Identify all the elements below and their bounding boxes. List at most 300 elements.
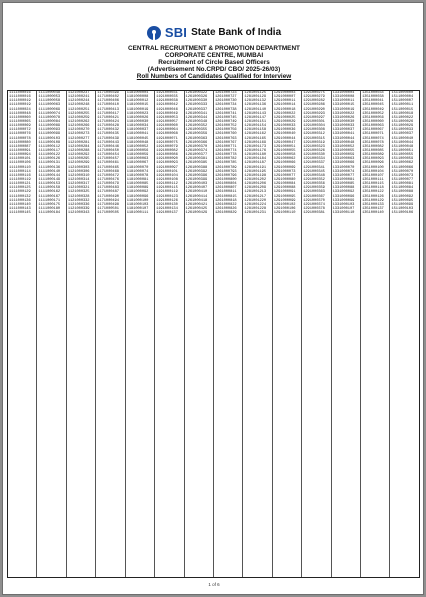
roll-number-cell: 1261000760 [214, 132, 237, 137]
roll-number-cell: 1331000008 [332, 95, 355, 100]
roll-number-cell: 1261000429 [185, 211, 208, 216]
roll-number-cell: 1191000108 [156, 177, 178, 182]
department-heading: CENTRAL RECRUITMENT & PROMOTION DEPARTMENT [128, 45, 300, 52]
roll-number-cell: 1181000023 [126, 111, 149, 116]
sbi-logo-icon [147, 26, 161, 40]
roll-number-cell: 1511000000 [391, 91, 414, 95]
roll-number-cell: 1331000055 [332, 148, 355, 153]
roll-number-cell: 1111000158 [38, 186, 61, 191]
roll-number-cell: 1111000074 [38, 111, 61, 116]
roll-number-cell: 1191000060 [156, 124, 178, 129]
roll-number-cell: 1191000130 [156, 202, 178, 207]
roll-number-cell: 1181000034 [126, 124, 149, 129]
roll-number-cell: 1261000771 [214, 144, 237, 149]
roll-number-cell: 1261000829 [214, 211, 237, 216]
roll-number-cell: 1191000046 [156, 107, 178, 112]
roll-number-cell: 1261000374 [185, 148, 208, 153]
roll-number-cell: 1261000826 [214, 206, 237, 211]
roll-number-cell: 1331000022 [332, 111, 355, 116]
roll-number-cell: 1261000807 [214, 186, 237, 191]
roll-number-cell: 1111000129 [9, 190, 31, 195]
roll-number-cell: 1511000055 [391, 153, 414, 158]
roll-number-cell: 1281001136 [244, 103, 267, 108]
roll-number-cell: 1261000381 [185, 157, 208, 162]
roll-number-cell: 1261000392 [185, 169, 208, 174]
roll-number-cell: 1511000059 [391, 157, 414, 162]
roll-number-cell: 1261000730 [214, 99, 237, 104]
roll-number-cell: 1261000377 [185, 153, 208, 158]
roll-number-cell: 1191000086 [156, 153, 178, 158]
roll-number-cell: 1281001198 [244, 173, 267, 178]
roll-number-cell: 1511000070 [391, 169, 414, 174]
roll-number-cell: 1121000310 [67, 173, 90, 178]
roll-number-cell: 1291000363 [303, 190, 325, 195]
roll-number-cell: 1261000337 [185, 107, 208, 112]
roll-number-cell: 1291000018 [273, 107, 296, 112]
roll-number-cell: 1261000818 [214, 198, 237, 203]
roll-number-cell: 1181000004 [126, 91, 149, 95]
roll-number-cell: 1511000066 [391, 165, 414, 170]
roll-number-cell: 1331000033 [332, 124, 355, 129]
roll-number-cell: 1171000406 [97, 99, 119, 104]
roll-number-cell: 1351000034 [362, 91, 384, 95]
roll-number-cell: 1181000067 [126, 161, 149, 166]
roll-number-cell: 1171000417 [97, 111, 119, 116]
roll-number-column [8, 91, 37, 577]
roll-number-cell: 1111000076 [9, 132, 31, 137]
roll-number-cell: 1511000040 [391, 136, 414, 141]
roll-number-cell: 1121000266 [67, 124, 90, 129]
roll-number-cell: 1291000319 [303, 140, 325, 145]
roll-number-cell: 1261000330 [185, 99, 208, 104]
roll-number-cell: 1261000341 [185, 111, 208, 116]
roll-number-cell: 1331000092 [332, 190, 355, 195]
roll-number-cell: 1291000352 [303, 177, 325, 182]
roll-number-cell: 1181000096 [126, 194, 149, 199]
roll-number-cell: 1291000011 [273, 99, 296, 104]
roll-number-cell: 1291000047 [273, 140, 296, 145]
roll-number-cell: 1291000370 [303, 198, 325, 203]
roll-number-cell: 1281001143 [244, 111, 267, 116]
roll-number-cell: 1511000051 [391, 148, 414, 153]
list-title: Roll Numbers of Candidates Qualified for Interview [136, 73, 292, 80]
roll-number-cell: 1121000292 [67, 153, 90, 158]
roll-number-cell: 1181000045 [126, 136, 149, 141]
roll-number-cell: 1261000745 [214, 115, 237, 120]
roll-number-cell: 1291000304 [303, 124, 325, 129]
roll-number-cell: 1261000793 [214, 169, 237, 174]
roll-number-cell: 1511000081 [391, 182, 414, 187]
roll-number-cell: 1111000065 [9, 119, 31, 124]
roll-number-cell: 1171000468 [97, 169, 119, 174]
roll-number-cell: 1291000286 [303, 103, 325, 108]
roll-number-cell: 1191000112 [156, 182, 178, 187]
roll-number-cell: 1511000073 [391, 173, 414, 178]
roll-number-cell: 1351000104 [362, 169, 384, 174]
roll-number-cell: 1121000262 [67, 119, 90, 124]
roll-number-cell: 1111000112 [38, 144, 61, 149]
roll-number-cell: 1261000804 [214, 182, 237, 187]
roll-number-cell: 1281001220 [244, 198, 267, 203]
roll-number-cell: 1331000081 [332, 177, 355, 182]
roll-number-cell: 1291000066 [273, 161, 296, 166]
roll-number-cell: 1111000143 [9, 206, 31, 211]
roll-number-cell: 1111000099 [38, 132, 61, 137]
roll-number-cell: 1181000070 [126, 165, 149, 170]
roll-number-cell: 1191000104 [156, 173, 178, 178]
roll-number-cell: 1281001209 [244, 186, 267, 191]
roll-number-cell: 1191000031 [156, 91, 178, 95]
roll-number-cell: 1191000090 [156, 157, 178, 162]
roll-number-cell: 1291000337 [303, 161, 325, 166]
roll-number-cell: 1291000312 [303, 132, 325, 137]
roll-number-cell: 1511000011 [391, 103, 414, 108]
roll-number-cell: 1281001184 [244, 157, 267, 162]
roll-number-cell: 1121000343 [67, 211, 90, 216]
roll-number-cell: 1511000007 [391, 99, 414, 104]
roll-number-cell: 1181000026 [126, 115, 149, 120]
roll-number-cell: 1351000045 [362, 103, 384, 108]
roll-number-cell: 1511000029 [391, 124, 414, 129]
roll-number-cell: 1191000093 [156, 161, 178, 166]
roll-number-cell: 1351000074 [362, 136, 384, 141]
roll-number-cell: 1121000244 [67, 99, 90, 104]
roll-number-cell: 1511000106 [391, 211, 414, 216]
roll-number-cell: 1261000418 [185, 198, 208, 203]
roll-number-cell: 1111000019 [9, 103, 31, 108]
roll-number-cell: 1191000035 [156, 95, 178, 100]
roll-number-cell: 1191000137 [156, 211, 178, 216]
roll-number-cell: 1291000290 [303, 107, 325, 112]
roll-number-cell: 1111000087 [9, 144, 31, 149]
roll-number-cell: 1291000091 [273, 190, 296, 195]
roll-number-cell: 1291000374 [303, 202, 325, 207]
roll-number-cell: 1111000101 [9, 157, 31, 162]
roll-number-cell: 1181000063 [126, 157, 149, 162]
roll-number-cell: 1291000330 [303, 153, 325, 158]
roll-number-cell: 1181000111 [126, 211, 149, 216]
roll-number-cell: 1121000248 [67, 103, 90, 108]
roll-number-cell: 1351000063 [362, 124, 384, 129]
roll-number-cell: 1111000110 [9, 165, 31, 170]
roll-number-cell: 1191000115 [156, 186, 178, 191]
roll-number-cell: 1281001125 [244, 91, 267, 95]
roll-number-cell: 1181000059 [126, 153, 149, 158]
roll-number-cell: 1351000089 [362, 153, 384, 158]
roll-number-cell: 1351000122 [362, 190, 384, 195]
roll-number-cell: 1291000381 [303, 211, 325, 216]
roll-number-cell: 1191000123 [156, 194, 178, 199]
roll-number-cell: 1351000085 [362, 148, 384, 153]
roll-number-cell: 1291000102 [273, 202, 296, 207]
roll-number-cell: 1511000033 [391, 128, 414, 133]
roll-number-cell: 1261000749 [214, 119, 237, 124]
roll-number-cell: 1331000059 [332, 153, 355, 158]
roll-number-cell: 1111000140 [38, 169, 61, 174]
roll-number-cell: 1111000136 [38, 165, 61, 170]
roll-number-cell: 1111000094 [9, 153, 31, 158]
roll-number-cell: 1331000015 [332, 103, 355, 108]
document-page [2, 2, 424, 595]
roll-number-cell: 1261000333 [185, 103, 208, 108]
roll-number-cell: 1291000367 [303, 194, 325, 199]
roll-number-cell: 1261000403 [185, 182, 208, 187]
roll-number-cell: 1261000723 [214, 91, 237, 95]
roll-number-cell: 1191000097 [156, 165, 178, 170]
roll-number-cell: 1181000100 [126, 198, 149, 203]
roll-number-cell: 1111000019 [9, 99, 31, 104]
roll-number-cell: 1291000084 [273, 182, 296, 187]
roll-number-cell: 1291000301 [303, 119, 325, 124]
roll-number-cell: 1291000077 [273, 173, 296, 178]
roll-number-cell: 1191000101 [156, 169, 178, 174]
roll-number-cell: 1281001132 [244, 99, 267, 104]
roll-number-cell: 1121000321 [67, 186, 90, 191]
roll-number-cell: 1171000472 [97, 173, 119, 178]
roll-number-cell: 1281001147 [244, 115, 267, 120]
roll-number-cell: 1111000016 [9, 91, 31, 95]
roll-number-cell: 1261000782 [214, 157, 237, 162]
roll-number-cell: 1181000074 [126, 169, 149, 174]
roll-number-cell: 1121000336 [67, 202, 90, 207]
roll-number-cell: 1111000180 [38, 206, 61, 211]
roll-number-cell: 1181000092 [126, 190, 149, 195]
roll-number-cell: 1291000003 [273, 91, 296, 95]
roll-number-cell: 1261000363 [185, 136, 208, 141]
roll-number-cell: 1261000741 [214, 111, 237, 116]
roll-number-cell: 1121000284 [67, 144, 90, 149]
roll-number-cell: 1261000344 [185, 115, 208, 120]
roll-number-cell: 1191000057 [156, 119, 178, 124]
roll-number-column [361, 91, 390, 577]
roll-number-cell: 1111000132 [9, 194, 31, 199]
roll-number-cell: 1291000297 [303, 115, 325, 120]
roll-number-cell: 1121000277 [67, 136, 90, 141]
bank-name: State Bank of India [191, 27, 282, 38]
roll-number-cell: 1351000049 [362, 107, 384, 112]
roll-number-cell: 1511000037 [391, 132, 414, 137]
roll-number-cell: 1511000015 [391, 107, 414, 112]
roll-number-cell: 1331000107 [332, 206, 355, 211]
roll-number-cell: 1351000137 [362, 206, 384, 211]
roll-number-cell: 1511000077 [391, 177, 414, 182]
page-number: 1 of 6 [208, 582, 220, 587]
roll-number-cell: 1111000125 [9, 186, 31, 191]
roll-number-cell: 1261000767 [214, 140, 237, 145]
roll-number-cell: 1331000077 [332, 173, 355, 178]
roll-number-cell: 1121000299 [67, 161, 90, 166]
roll-number-cell: 1281001231 [244, 211, 267, 216]
roll-number-cell: 1261000352 [185, 124, 208, 129]
roll-number-cell: 1181000041 [126, 132, 149, 137]
roll-number-cell: 1111000024 [9, 107, 31, 112]
roll-number-cell: 1181000081 [126, 177, 149, 182]
roll-number-cell: 1291000282 [303, 99, 325, 104]
roll-number-cell: 1171000501 [97, 206, 119, 211]
roll-number-cell: 1111000091 [9, 148, 31, 153]
roll-number-cell: 1261000822 [214, 202, 237, 207]
roll-number-cell: 1171000399 [97, 91, 119, 95]
roll-number-cell: 1351000056 [362, 115, 384, 120]
roll-number-cell: 1291000099 [273, 198, 296, 203]
roll-number-cell: 1261000811 [214, 190, 237, 195]
roll-number-column [126, 91, 155, 577]
roll-number-cell: 1111000093 [38, 128, 61, 133]
roll-number-cell: 1261000355 [185, 128, 208, 133]
roll-number-cell: 1331000037 [332, 128, 355, 133]
roll-number-cell: 1351000126 [362, 194, 384, 199]
roll-number-cell: 1121000270 [67, 128, 90, 133]
roll-number-cell: 1351000096 [362, 161, 384, 166]
roll-number-cell: 1291000069 [273, 165, 296, 170]
roll-number-cell: 1281001195 [244, 169, 267, 174]
roll-number-cell: 1291000323 [303, 144, 325, 149]
roll-number-cell: 1191000126 [156, 198, 178, 203]
roll-number-cell: 1261000326 [185, 95, 208, 100]
roll-number-cell: 1261000734 [214, 103, 237, 108]
roll-number-cell: 1291000348 [303, 173, 325, 178]
roll-number-cell: 1111000060 [9, 115, 31, 120]
roll-number-column [302, 91, 331, 577]
roll-number-cell: 1291000040 [273, 132, 296, 137]
roll-number-cell: 1171000443 [97, 140, 119, 145]
roll-number-cell: 1511000092 [391, 194, 414, 199]
roll-number-cell: 1171000432 [97, 128, 119, 133]
roll-number-cell: 1291000359 [303, 186, 325, 191]
roll-number-cell: 1281001162 [244, 132, 267, 137]
roll-number-cell: 1261000421 [185, 202, 208, 207]
roll-number-cell: 1351000118 [362, 186, 384, 191]
roll-number-cell: 1171000505 [97, 211, 119, 216]
roll-number-cell: 1111000171 [38, 198, 61, 203]
roll-number-cell: 1281001140 [244, 107, 267, 112]
roll-number-cell: 1291000033 [273, 124, 296, 129]
roll-number-cell: 1171000424 [97, 119, 119, 124]
roll-number-cell: 1121000259 [67, 115, 90, 120]
roll-number-cell: 1111000080 [9, 140, 31, 145]
roll-number-cell: 1291000095 [273, 194, 296, 199]
roll-number-cell: 1261000756 [214, 128, 237, 133]
roll-number-cell: 1191000079 [156, 144, 178, 149]
roll-number-cell: 1331000048 [332, 140, 355, 145]
roll-number-cell: 1111000084 [38, 119, 61, 124]
roll-number-cell: 1261000778 [214, 153, 237, 158]
roll-number-cell: 1281001129 [244, 95, 267, 100]
roll-number-cell: 1171000479 [97, 182, 119, 187]
roll-number-cell: 1171000435 [97, 132, 119, 137]
roll-number-cell: 1171000457 [97, 157, 119, 162]
roll-number-cell: 1121000251 [67, 107, 90, 112]
roll-number-cell: 1331000103 [332, 202, 355, 207]
roll-number-cell: 1281001180 [244, 153, 267, 158]
roll-number-cell: 1291000326 [303, 148, 325, 153]
roll-number-cell: 1171000402 [97, 95, 119, 100]
roll-number-cell: 1261000359 [185, 132, 208, 137]
roll-number-cell: 1261000407 [185, 186, 208, 191]
roll-number-cell: 1261000789 [214, 165, 237, 170]
roll-number-cell: 1111000063 [38, 103, 61, 108]
roll-number-cell: 1181000056 [126, 148, 149, 153]
roll-number-cell: 1171000428 [97, 124, 119, 129]
roll-number-cell: 1511000026 [391, 119, 414, 124]
advertisement-heading: (Advertisement No.CRPD/ CBO/ 2025-26/03) [147, 66, 281, 73]
roll-number-cell: 1331000030 [332, 119, 355, 124]
roll-number-cell: 1121000332 [67, 198, 90, 203]
roll-number-cell: 1261000348 [185, 119, 208, 124]
roll-number-cell: 1181000030 [126, 119, 149, 124]
roll-number-cell: 1171000446 [97, 144, 119, 149]
roll-number-cell: 1111000116 [9, 173, 31, 178]
roll-number-cell: 1171000494 [97, 198, 119, 203]
roll-number-cell: 1331000019 [332, 107, 355, 112]
roll-number-cell: 1281001176 [244, 148, 267, 153]
roll-number-cell: 1291000088 [273, 186, 296, 191]
roll-number-cell: 1331000088 [332, 186, 355, 191]
roll-number-cell: 1281001191 [244, 165, 267, 170]
roll-number-cell: 1171000421 [97, 115, 119, 120]
roll-number-cell: 1291000007 [273, 95, 296, 100]
roll-number-cell: 1111000144 [38, 173, 61, 178]
roll-number-cell: 1181000103 [126, 202, 149, 207]
roll-number-cell: 1281001217 [244, 194, 267, 199]
roll-number-column [37, 91, 66, 577]
roll-number-cell: 1111000048 [38, 91, 61, 95]
roll-number-cell: 1511000004 [391, 95, 414, 100]
roll-number-cell: 1351000133 [362, 202, 384, 207]
roll-number-cell: 1261000738 [214, 107, 237, 112]
roll-number-cell: 1111000140 [9, 202, 31, 207]
roll-number-cell: 1351000115 [362, 182, 384, 187]
roll-number-cell: 1281001228 [244, 206, 267, 211]
roll-number-cell: 1111000126 [38, 157, 61, 162]
roll-number-cell: 1111000122 [38, 153, 61, 158]
roll-number-cell: 1111000167 [38, 194, 61, 199]
roll-number-cell: 1351000041 [362, 99, 384, 104]
roll-number-cell: 1191000064 [156, 128, 178, 133]
roll-number-cell: 1351000093 [362, 157, 384, 162]
roll-number-cell: 1171000439 [97, 136, 119, 141]
roll-number-cell: 1261000396 [185, 173, 208, 178]
roll-number-cell: 1291000036 [273, 128, 296, 133]
roll-number-cell: 1331000011 [332, 99, 355, 104]
roll-number-cell: 1281001151 [244, 119, 267, 124]
roll-number-cell: 1181000052 [126, 144, 149, 149]
roll-number-cell: 1511000088 [391, 190, 414, 195]
roll-number-cell: 1121000339 [67, 206, 90, 211]
roll-number-cell: 1191000049 [156, 111, 178, 116]
roll-number-cell: 1261000322 [185, 91, 208, 95]
roll-number-cell: 1331000096 [332, 194, 355, 199]
logo-text: SBI [164, 25, 188, 40]
roll-number-cell: 1291000044 [273, 136, 296, 141]
roll-number-column [155, 91, 184, 577]
roll-number-cell: 1181000015 [126, 103, 149, 108]
roll-number-cell: 1121000237 [67, 91, 90, 95]
roll-number-cell: 1351000111 [362, 177, 384, 182]
roll-number-cell: 1121000241 [67, 95, 90, 100]
roll-number-cell: 1121000295 [67, 157, 90, 162]
roll-number-cell: 1111000106 [9, 161, 31, 166]
roll-number-cell: 1121000317 [67, 182, 90, 187]
roll-number-cell: 1291000073 [273, 169, 296, 174]
roll-number-cell: 1191000082 [156, 148, 178, 153]
roll-number-cell: 1511000022 [391, 115, 414, 120]
roll-number-cell: 1181000037 [126, 128, 149, 133]
roll-number-cell: 1281001206 [244, 182, 267, 187]
roll-number-cell: 1351000060 [362, 119, 384, 124]
roll-number-cell: 1181000008 [126, 95, 149, 100]
roll-number-cell: 1111000058 [38, 99, 61, 104]
